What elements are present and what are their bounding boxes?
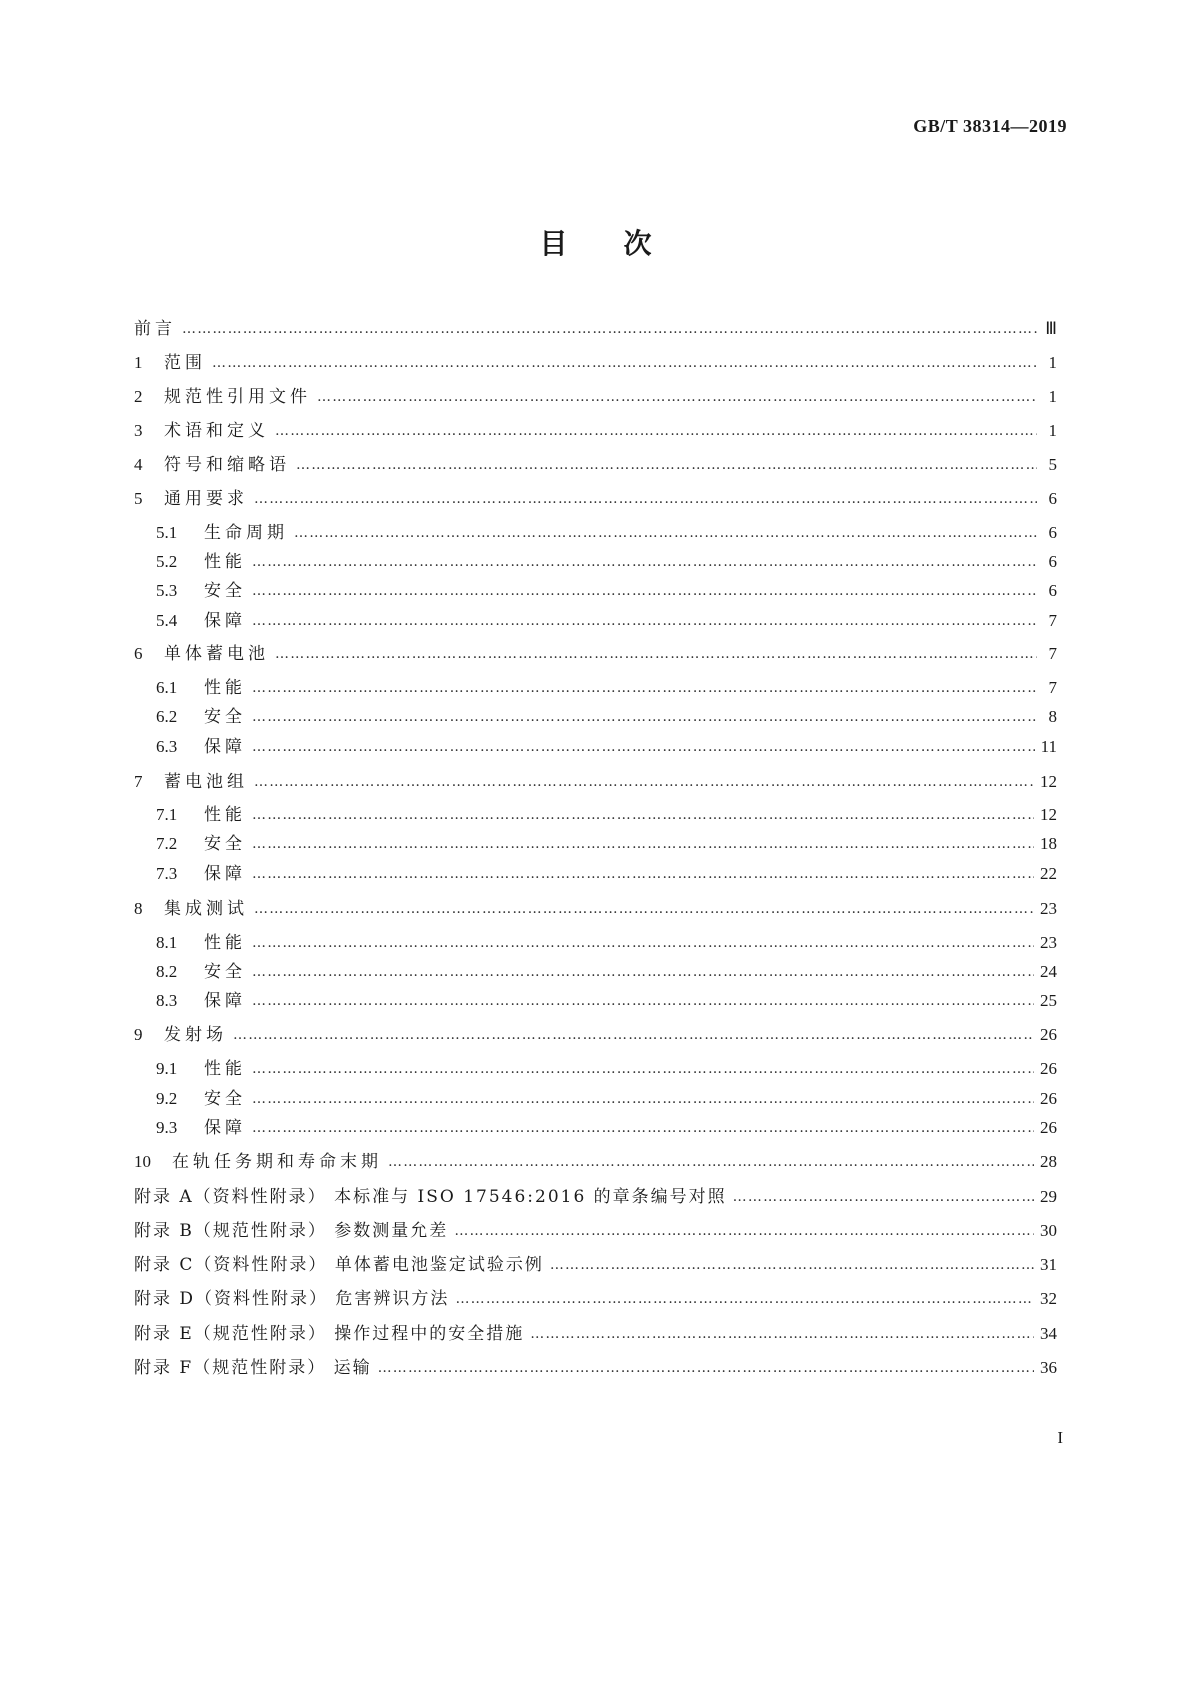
toc-entry-number: 8.2 — [156, 962, 178, 981]
toc-entry-page: 7 — [1048, 678, 1057, 697]
toc-entry-label: 安全 — [204, 581, 246, 601]
dot-leader — [252, 990, 1034, 1012]
toc-entry-label: 范围 — [164, 353, 206, 373]
toc-entry-label: 通用要求 — [164, 489, 248, 509]
toc-entry-page: 29 — [1040, 1187, 1057, 1206]
toc-entry-number: 8.3 — [156, 991, 178, 1010]
toc-entry-label: 安全 — [204, 962, 246, 982]
toc-entry-label: 生命周期 — [204, 523, 288, 543]
toc-entry[interactable] — [156, 833, 1057, 855]
toc-entry-page: 1 — [1048, 421, 1057, 440]
toc-entry[interactable] — [156, 706, 1057, 728]
toc-entry-number: 10 — [134, 1152, 151, 1171]
dot-leader — [254, 771, 1034, 793]
toc-entry-number: 6 — [134, 644, 143, 663]
dot-leader — [252, 1088, 1034, 1110]
toc-entry-number: 9 — [134, 1025, 143, 1044]
standard-code: GB/T 38314—2019 — [913, 116, 1067, 136]
toc-entry-label: 术语和定义 — [164, 421, 269, 441]
toc-entry-number: 5 — [134, 489, 143, 508]
dot-leader — [530, 1323, 1034, 1345]
toc-entry-label: 附录 F（规范性附录） 运输 — [134, 1358, 372, 1378]
toc-entry-label: 性能 — [204, 1059, 246, 1079]
toc-entry-page: 8 — [1048, 707, 1057, 726]
dot-leader — [317, 386, 1037, 408]
toc-entry-page: 1 — [1048, 387, 1057, 406]
dot-leader — [182, 318, 1037, 340]
dot-leader — [252, 932, 1034, 954]
toc-entry-page: 24 — [1040, 962, 1057, 981]
toc-entry-page: 23 — [1040, 933, 1057, 952]
toc-entry-label: 保障 — [204, 737, 246, 757]
toc-entry-page: 12 — [1040, 805, 1057, 824]
dot-leader — [388, 1151, 1034, 1173]
toc-entry-page: 26 — [1040, 1118, 1057, 1137]
toc-entry[interactable] — [156, 1117, 1057, 1139]
dot-leader — [252, 833, 1034, 855]
toc-entry-page: 6 — [1048, 523, 1057, 542]
toc-entry-page: 12 — [1040, 772, 1057, 791]
toc-entry[interactable] — [156, 961, 1057, 983]
toc-entry-page: 6 — [1048, 489, 1057, 508]
dot-leader — [275, 420, 1037, 442]
dot-leader — [252, 1058, 1034, 1080]
toc-entry-page: 1 — [1048, 353, 1057, 372]
dot-leader — [275, 643, 1037, 665]
toc-entry-label: 附录 B（规范性附录） 参数测量允差 — [134, 1221, 449, 1241]
footer-page-number: I — [1057, 1428, 1063, 1447]
toc-entry-label: 性能 — [204, 933, 246, 953]
dot-leader — [294, 522, 1037, 544]
dot-leader — [252, 610, 1037, 632]
toc-entry-label: 性能 — [204, 552, 246, 572]
toc-entry-page: 6 — [1048, 581, 1057, 600]
dot-leader — [733, 1186, 1034, 1208]
toc-entry-number: 5.4 — [156, 611, 178, 630]
toc-entry[interactable] — [156, 551, 1057, 573]
toc-entry-number: 6.1 — [156, 678, 178, 697]
toc-entry-number: 9.2 — [156, 1089, 178, 1108]
toc-entry-label: 附录 A（资料性附录） 本标准与 ISO 17546:2016 的章条编号对照 — [134, 1187, 727, 1207]
toc-entry-label: 安全 — [204, 834, 246, 854]
toc-entry-label: 发射场 — [164, 1025, 227, 1045]
toc-entry-label: 安全 — [204, 1089, 246, 1109]
dot-leader — [252, 961, 1034, 983]
toc-entry-number: 7.3 — [156, 864, 178, 883]
dot-leader — [254, 488, 1037, 510]
toc-entry[interactable] — [156, 863, 1057, 885]
toc-entry[interactable] — [134, 454, 1057, 476]
toc-entry-page: 26 — [1040, 1089, 1057, 1108]
toc-entry[interactable] — [134, 771, 1057, 793]
toc-entry-page: 26 — [1040, 1025, 1057, 1044]
toc-entry[interactable] — [156, 610, 1057, 632]
toc-entry-label: 蓄电池组 — [164, 772, 248, 792]
toc-entry-number: 8 — [134, 899, 143, 918]
toc-entry[interactable] — [134, 898, 1057, 920]
toc-entry-number: 9.1 — [156, 1059, 178, 1078]
toc-entry-page: 11 — [1040, 737, 1057, 756]
toc-entry[interactable] — [134, 1254, 1057, 1276]
toc-entry-label: 安全 — [204, 707, 246, 727]
toc-entry[interactable] — [156, 580, 1057, 602]
toc-entry[interactable] — [156, 522, 1057, 544]
page-title: 目次 — [539, 227, 708, 260]
toc-entry-page: 34 — [1040, 1324, 1057, 1343]
toc-entry[interactable] — [134, 1323, 1057, 1345]
dot-leader — [252, 677, 1037, 699]
toc-entry[interactable] — [134, 1186, 1057, 1208]
dot-leader — [212, 352, 1037, 374]
toc-entry[interactable] — [156, 677, 1057, 699]
toc-entry-label: 单体蓄电池 — [164, 644, 269, 664]
toc-entry-number: 9.3 — [156, 1118, 178, 1137]
toc-entry-page: 25 — [1040, 991, 1057, 1010]
toc-entry-number: 5.2 — [156, 552, 178, 571]
toc-entry-page: 5 — [1048, 455, 1057, 474]
toc-entry-number: 7 — [134, 772, 143, 791]
toc-entry[interactable] — [134, 1220, 1057, 1242]
dot-leader — [252, 551, 1037, 573]
dot-leader — [252, 1117, 1034, 1139]
toc-entry-number: 7.2 — [156, 834, 178, 853]
toc-entry-label: 保障 — [204, 1118, 246, 1138]
toc-entry-page: 22 — [1040, 864, 1057, 883]
dot-leader — [296, 454, 1037, 476]
toc-entry-label: 集成测试 — [164, 899, 248, 919]
toc-entry[interactable] — [134, 1151, 1057, 1173]
toc-entry-page: 31 — [1040, 1255, 1057, 1274]
toc-entry-label: 保障 — [204, 991, 246, 1011]
toc-entry-number: 6.2 — [156, 707, 178, 726]
toc-entry-page: 28 — [1040, 1152, 1057, 1171]
toc-entry[interactable] — [134, 386, 1057, 408]
toc-entry-page: 7 — [1048, 611, 1057, 630]
toc-entry-label: 符号和缩略语 — [164, 455, 290, 475]
toc-entry-label: 规范性引用文件 — [164, 387, 311, 407]
toc-entry[interactable] — [134, 488, 1057, 510]
toc-entry[interactable] — [134, 1357, 1057, 1379]
toc-entry-page: 18 — [1040, 834, 1057, 853]
toc-entry-label: 附录 E（规范性附录） 操作过程中的安全措施 — [134, 1324, 525, 1344]
toc-entry-number: 5.3 — [156, 581, 178, 600]
toc-entry-label: 性能 — [204, 805, 246, 825]
toc-entry[interactable] — [134, 318, 1057, 340]
dot-leader — [550, 1254, 1034, 1276]
toc-entry-label: 附录 C（资料性附录） 单体蓄电池鉴定试验示例 — [134, 1255, 544, 1275]
toc-entry-page: 32 — [1040, 1289, 1057, 1308]
toc-entry-label: 性能 — [204, 678, 246, 698]
toc-entry[interactable] — [156, 804, 1057, 826]
toc-entry-page: 30 — [1040, 1221, 1057, 1240]
dot-leader — [233, 1024, 1034, 1046]
toc-entry-page: 7 — [1048, 644, 1057, 663]
dot-leader — [252, 706, 1037, 728]
toc-entry-label: 附录 D（资料性附录） 危害辨识方法 — [134, 1289, 450, 1309]
toc-entry-label: 在轨任务期和寿命末期 — [172, 1152, 382, 1172]
dot-leader — [252, 863, 1034, 885]
toc-entry[interactable] — [156, 736, 1057, 758]
dot-leader — [252, 736, 1035, 758]
toc-entry[interactable] — [156, 1058, 1057, 1080]
dot-leader — [254, 898, 1034, 920]
toc-entry-number: 7.1 — [156, 805, 178, 824]
dot-leader — [454, 1220, 1034, 1242]
toc-entry[interactable] — [134, 1024, 1057, 1046]
toc-entry-page: 6 — [1048, 552, 1057, 571]
dot-leader — [252, 804, 1034, 826]
toc-entry-page: 36 — [1040, 1358, 1057, 1377]
toc-entry[interactable] — [134, 352, 1057, 374]
toc-entry[interactable] — [156, 1088, 1057, 1110]
toc-entry-number: 3 — [134, 421, 143, 440]
toc-entry-number: 2 — [134, 387, 143, 406]
toc-entry[interactable] — [134, 1288, 1057, 1310]
toc-entry-page: 23 — [1040, 899, 1057, 918]
toc-entry-label: 前言 — [134, 319, 176, 339]
toc-entry-label: 保障 — [204, 611, 246, 631]
toc-entry-number: 4 — [134, 455, 143, 474]
toc-entry[interactable] — [156, 932, 1057, 954]
toc-entry-page: 26 — [1040, 1059, 1057, 1078]
toc-entry-label: 保障 — [204, 864, 246, 884]
dot-leader — [455, 1288, 1034, 1310]
toc-entry-page: Ⅲ — [1045, 319, 1057, 338]
toc-entry-number: 5.1 — [156, 523, 178, 542]
toc-entry[interactable] — [134, 420, 1057, 442]
toc-entry[interactable] — [156, 990, 1057, 1012]
toc-entry-number: 6.3 — [156, 737, 178, 756]
toc-entry-number: 1 — [134, 353, 143, 372]
dot-leader — [378, 1357, 1034, 1379]
dot-leader — [252, 580, 1037, 602]
toc-entry-number: 8.1 — [156, 933, 178, 952]
toc-entry[interactable] — [134, 643, 1057, 665]
